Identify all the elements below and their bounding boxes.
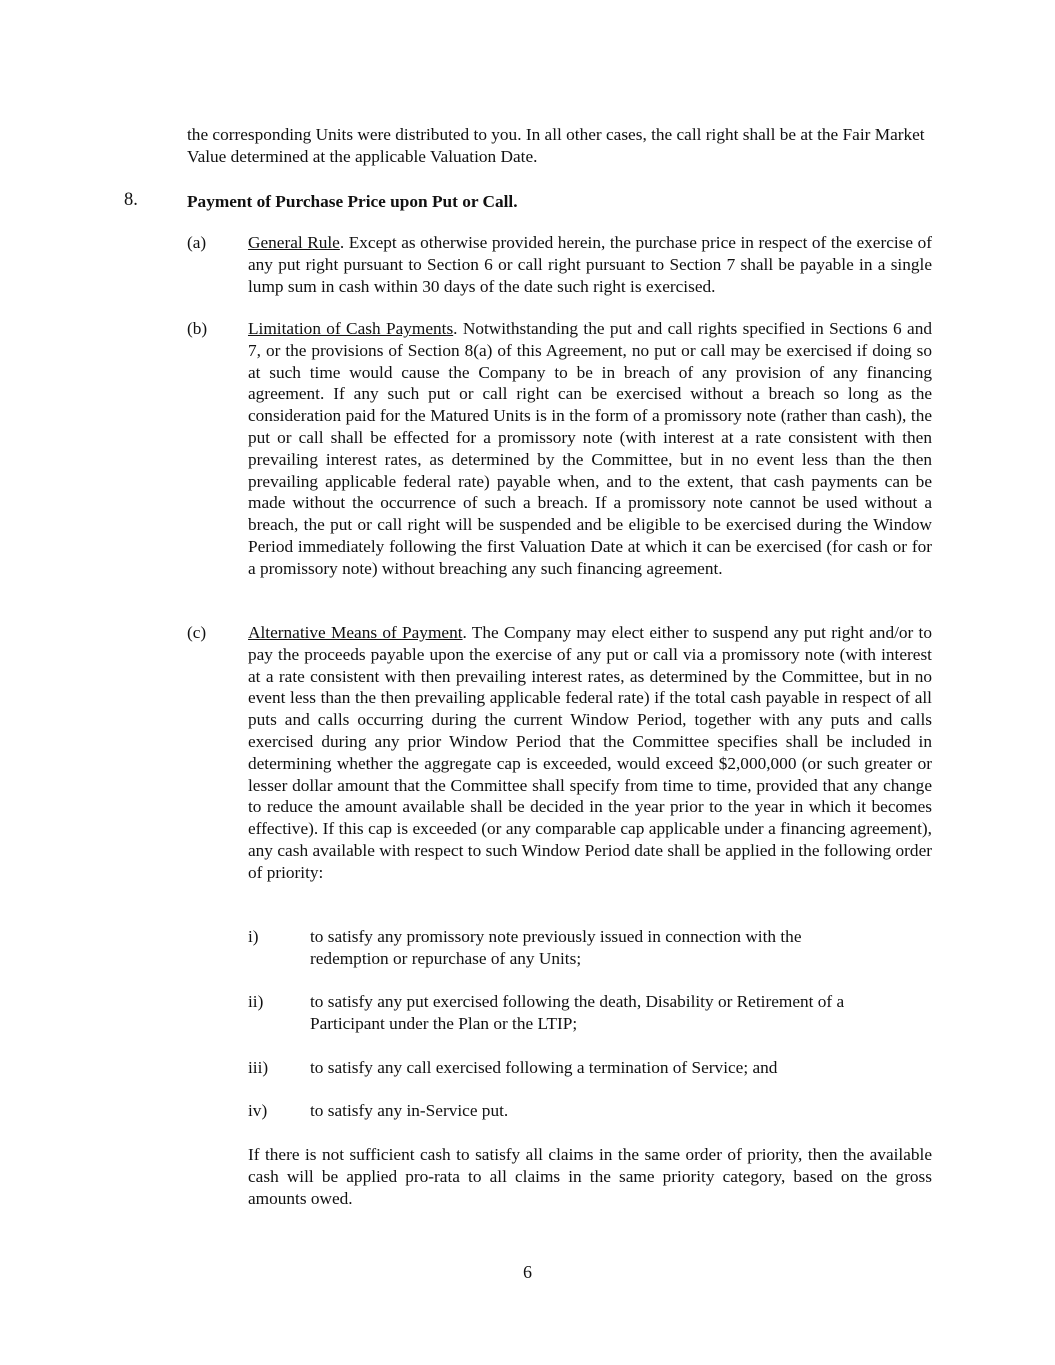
subsection-caption: Alternative Means of Payment [248, 623, 463, 642]
subsection-b [187, 318, 932, 580]
priority-label: ii) [248, 992, 264, 1011]
priority-text: to satisfy any in-Service put. [310, 1101, 509, 1120]
subsection-label: (c) [187, 623, 207, 642]
priority-text: to satisfy any promissory note previously issued in connection with the redemption or repurchase of any Units; [310, 927, 802, 968]
page-number: 6 [523, 1262, 532, 1282]
priority-label: iii) [248, 1058, 269, 1077]
priority-item-ii [248, 991, 868, 1035]
priority-label: iv) [248, 1101, 268, 1120]
subsection-label: (b) [187, 319, 208, 338]
priority-item-i [248, 926, 868, 970]
subsection-caption: Limitation of Cash Payments [248, 319, 454, 338]
subsection-text: . The Company may elect either to suspend any put right and/or to pay the proceeds payable upon the exercise of any put or call via a promissory note (with interest at a rate consistent with then prevailing interest rates, as determined by the Committee, but in no event less than the then prevailing applicable federal rate) if the total cash payable in respect of all puts and calls occurring during the current Window Period, together with any puts and calls exercised during any prior Window Period that the Committee specifies shall be included in determining whether the aggregate cap is exceeded, would exceed $2,000,000 (or such greater or lesser dollar amount that the Committee shall specify from time to time, provided that any change to reduce the amount available shall be decided in the year prior to the year in which it becomes effective). If this cap is exceeded (or any comparable cap applicable under a financing agreement), any cash available with respect to such Window Period date shall be applied in the following order of priority: [248, 623, 933, 882]
closing-paragraph: If there is not sufficient cash to satisfy all claims in the same order of priority, then the available cash will be applied pro-rata to all claims in the same priority category, based on the gross amounts owed. [248, 1145, 932, 1208]
subsection-caption: General Rule [248, 233, 340, 252]
subsection-body [248, 318, 932, 580]
subsection-text: . Notwithstanding the put and call rights specified in Sections 6 and 7, or the provisions of Section 8(a) of this Agreement, no put or call may be exercised if doing so at such time would cause the Company to be in breach of any provision of any financing agreement. If any such put or call right can be exercised without a breach so long as the consideration paid for the Matured Units is in the form of a promissory note (rather than cash), the put or call shall be effected for a promissory note (with interest at a rate consistent with then prevailing interest rates, as determined by the Committee, but in no event less than the then prevailing applicable federal rate) payable when, and to the extent, that cash payments can be made without the occurrence of such a breach. If a promissory note cannot be used without a breach, the put or call right will be suspended and be eligible to be exercised during the Window Period immediately following the first Valuation Date at which it can be exercised (for cash or for a promissory note) without breaching any such financing agreement. [248, 319, 932, 578]
subsection-label: (a) [187, 233, 207, 252]
priority-text: to satisfy any put exercised following the death, Disability or Retirement of a Participant under the Plan or the LTIP; [310, 992, 845, 1033]
subsection-text: . Except as otherwise provided herein, the purchase price in respect of the exercise of any put right pursuant to Section 6 or call right pursuant to Section 7 shall be payable in a single lump sum in cash within 30 days of the date such right is exercised. [248, 233, 932, 296]
subsection-a [187, 232, 932, 297]
section-number: 8. [124, 190, 138, 210]
priority-item-iii [248, 1057, 868, 1079]
subsection-c [187, 622, 932, 884]
priority-text: to satisfy any call exercised following a termination of Service; and [310, 1058, 778, 1077]
intro-paragraph: the corresponding Units were distributed to you. In all other cases, the call right shall be at the Fair Market Value determined at the applicable Valuation Date. [187, 125, 925, 166]
priority-item-iv [248, 1100, 868, 1122]
priority-label: i) [248, 927, 259, 946]
section-title: Payment of Purchase Price upon Put or Call. [187, 192, 518, 211]
subsection-body [248, 622, 932, 884]
subsection-body [248, 232, 932, 297]
